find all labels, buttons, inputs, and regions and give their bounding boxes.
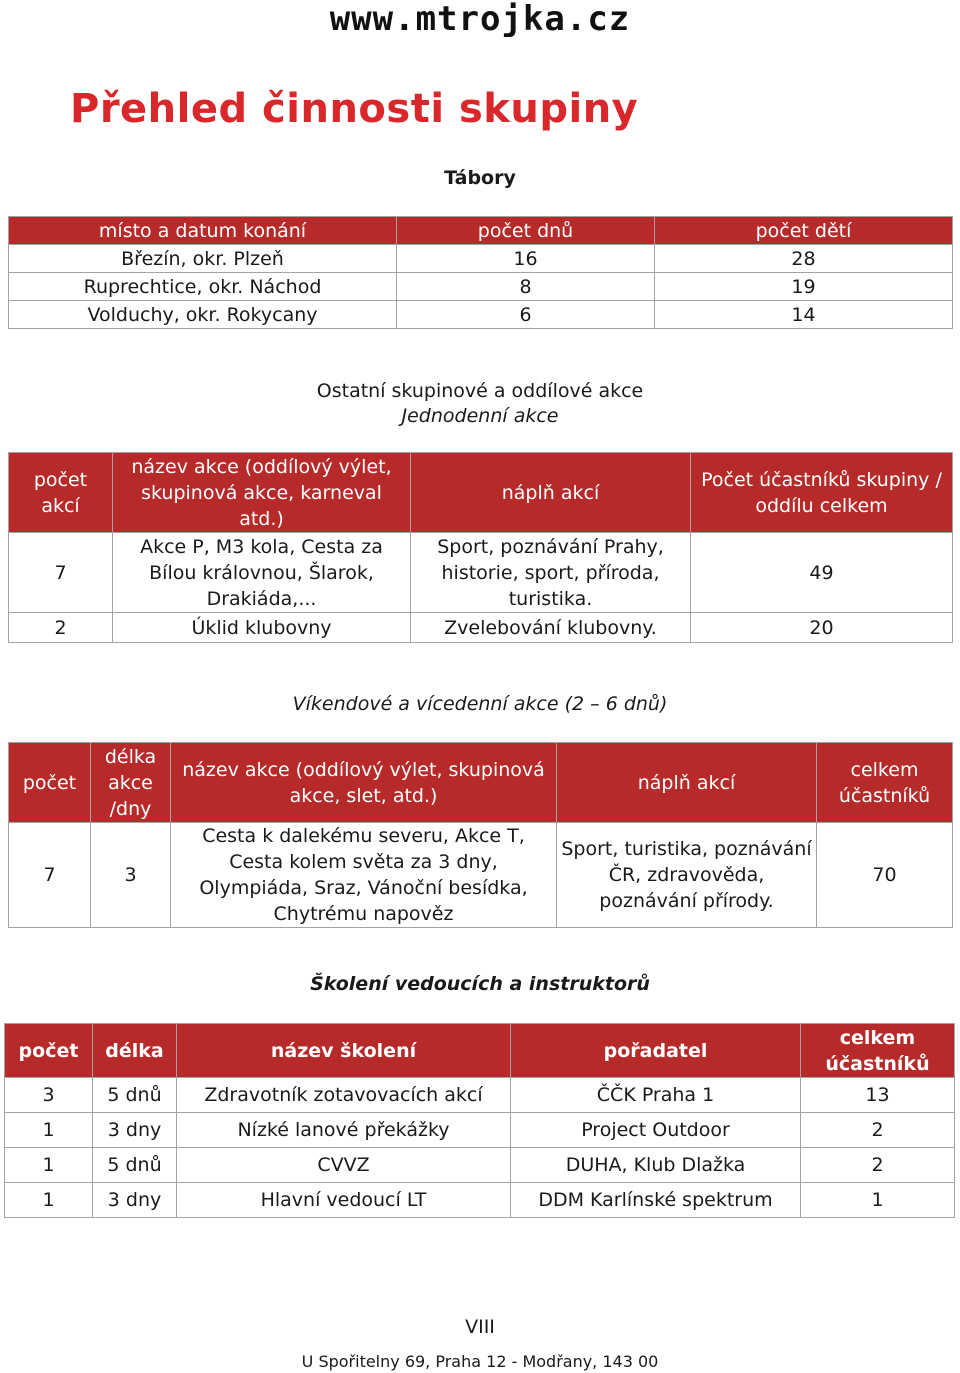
table-cell: 20	[691, 613, 953, 643]
table-cell: 14	[655, 301, 953, 329]
table-cell: Březín, okr. Plzeň	[9, 245, 397, 273]
table-cell: 2	[801, 1148, 955, 1183]
table-cell: DDM Karlínské spektrum	[511, 1183, 801, 1218]
table-row	[5, 1148, 955, 1183]
skoleni-table	[4, 1023, 955, 1218]
table-row	[5, 1078, 955, 1113]
table-cell: ČČK Praha 1	[511, 1078, 801, 1113]
table-row	[9, 533, 953, 613]
header-cell: náplň akcí	[411, 453, 691, 533]
table-cell: Sport, poznávání Prahy, historie, sport, příroda, turistika.	[411, 533, 691, 613]
table-cell: 3	[5, 1078, 93, 1113]
table-cell: 5 dnů	[93, 1148, 177, 1183]
table-row	[9, 245, 953, 273]
header-cell: náplň akcí	[557, 743, 817, 823]
table-cell: Úklid klubovny	[113, 613, 411, 643]
table-cell: 3	[91, 823, 171, 928]
table-cell: Zvelebování klubovny.	[411, 613, 691, 643]
table-cell: 7	[9, 823, 91, 928]
table-cell: Akce P, M3 kola, Cesta za Bílou královnou, Šlarok, Drakiáda,...	[113, 533, 411, 613]
table-row	[9, 613, 953, 643]
table-header-row	[5, 1024, 955, 1078]
table-header-row	[9, 743, 953, 823]
page-title: Přehled činnosti skupiny	[70, 86, 639, 132]
tabory-table	[8, 216, 953, 329]
header-cell: délka	[93, 1024, 177, 1078]
table-cell: 6	[397, 301, 655, 329]
table-header-row	[9, 217, 953, 245]
header-cell: počet dnů	[397, 217, 655, 245]
jednodenni-table	[8, 452, 953, 643]
table-cell: 3 dny	[93, 1113, 177, 1148]
table-cell: 1	[801, 1183, 955, 1218]
table-cell: 13	[801, 1078, 955, 1113]
header-cell: počet akcí	[9, 453, 113, 533]
table-cell: Sport, turistika, poznávání ČR, zdravověda, poznávání přírody.	[557, 823, 817, 928]
site-url: www.mtrojka.cz	[329, 0, 631, 39]
table-cell: 1	[5, 1183, 93, 1218]
header-cell: délka akce /dny	[91, 743, 171, 823]
header-cell: počet dětí	[655, 217, 953, 245]
header-cell: celkem účastníků	[801, 1024, 955, 1078]
table-cell: DUHA, Klub Dlažka	[511, 1148, 801, 1183]
header-cell: celkem účastníků	[817, 743, 953, 823]
skoleni-heading: Školení vedoucích a instruktorů	[310, 973, 650, 995]
vikendove-heading: Víkendové a vícedenní akce (2 – 6 dnů)	[292, 693, 668, 715]
table-cell: 1	[5, 1113, 93, 1148]
table-cell: 1	[5, 1148, 93, 1183]
table-cell: CVVZ	[177, 1148, 511, 1183]
table-cell: 7	[9, 533, 113, 613]
header-cell: místo a datum konání	[9, 217, 397, 245]
header-cell: počet	[9, 743, 91, 823]
table-cell: 8	[397, 273, 655, 301]
table-row	[5, 1113, 955, 1148]
table-cell: 19	[655, 273, 953, 301]
table-cell: Zdravotník zotavovacích akcí	[177, 1078, 511, 1113]
vikendove-table	[8, 742, 953, 928]
table-cell: Project Outdoor	[511, 1113, 801, 1148]
table-row	[9, 301, 953, 329]
ostatni-subheading: Jednodenní akce	[401, 405, 559, 427]
table-cell: 5 dnů	[93, 1078, 177, 1113]
table-cell: Ruprechtice, okr. Náchod	[9, 273, 397, 301]
header-cell: pořadatel	[511, 1024, 801, 1078]
table-cell: Cesta k dalekému severu, Akce T, Cesta kolem světa za 3 dny, Olympiáda, Sraz, Vánoční besídka, Chytrému napověz	[171, 823, 557, 928]
table-row	[5, 1183, 955, 1218]
page-number: VIII	[465, 1316, 495, 1338]
header-cell: název školení	[177, 1024, 511, 1078]
ostatni-heading: Ostatní skupinové a oddílové akce	[316, 380, 644, 402]
table-cell: Hlavní vedoucí LT	[177, 1183, 511, 1218]
table-row	[9, 273, 953, 301]
table-cell: 3 dny	[93, 1183, 177, 1218]
tabory-heading: Tábory	[444, 167, 516, 189]
table-cell: Volduchy, okr. Rokycany	[9, 301, 397, 329]
table-cell: 49	[691, 533, 953, 613]
header-cell: název akce (oddílový výlet, skupinová akce, slet, atd.)	[171, 743, 557, 823]
table-cell: 2	[9, 613, 113, 643]
table-row	[9, 823, 953, 928]
table-cell: 2	[801, 1113, 955, 1148]
footer-address: U Spořitelny 69, Praha 12 - Modřany, 143 00	[301, 1352, 659, 1371]
header-cell: Počet účastníků skupiny / oddílu celkem	[691, 453, 953, 533]
table-cell: Nízké lanové překážky	[177, 1113, 511, 1148]
header-cell: počet	[5, 1024, 93, 1078]
table-header-row	[9, 453, 953, 533]
table-cell: 28	[655, 245, 953, 273]
table-cell: 70	[817, 823, 953, 928]
header-cell: název akce (oddílový výlet, skupinová akce, karneval atd.)	[113, 453, 411, 533]
table-cell: 16	[397, 245, 655, 273]
